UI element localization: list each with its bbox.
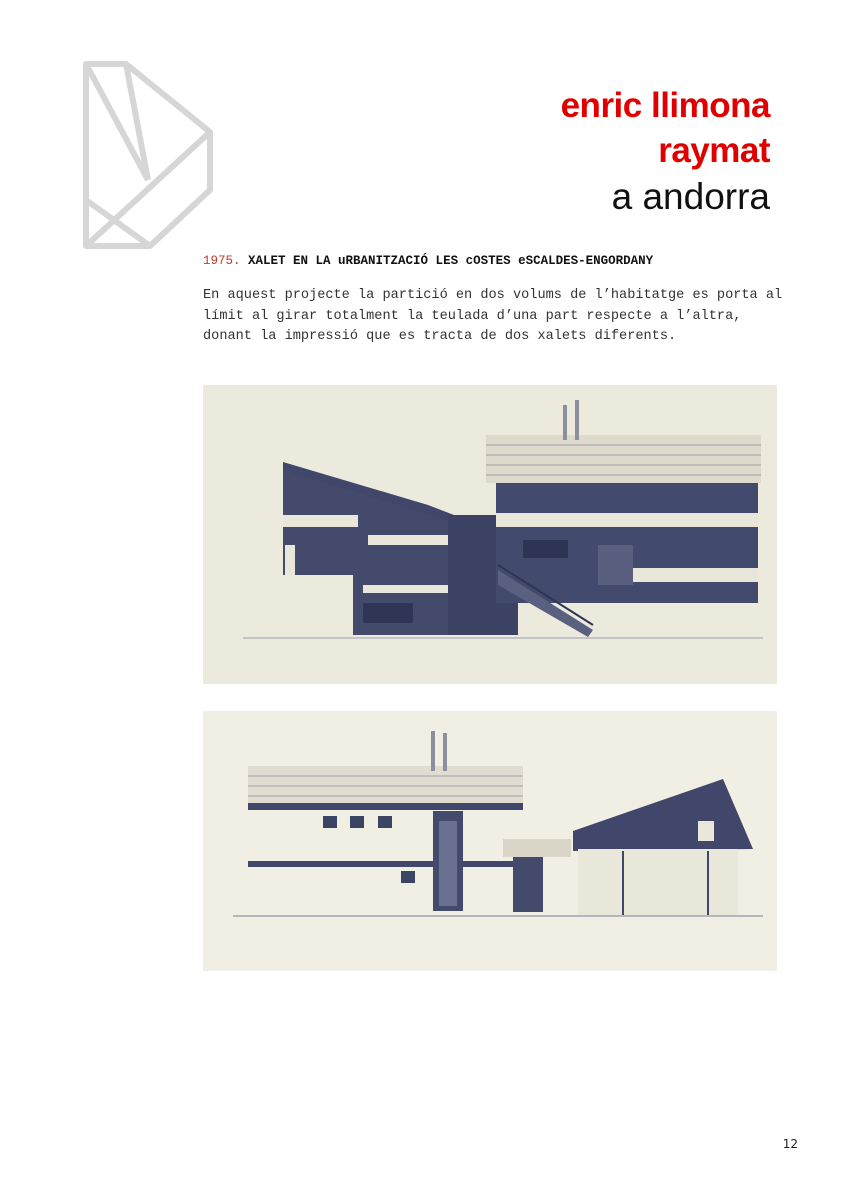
title-line-place: a andorra [611,176,770,217]
section-paragraph: En aquest projecte la partició en dos volums de l’habitatge es porta al límit al girar totalment la teulada d’una part respecte a l’altra, donant la impressió que es tracta de dos xalets diferents. [203,288,783,344]
header-title [561,88,770,215]
page-number: 12 [782,1137,798,1151]
title-line-name: enric llimona [560,86,770,125]
title-line-surname: raymat [658,131,770,170]
logo-mark [82,60,214,250]
elevation-drawing-side [203,711,777,971]
elevation-drawing-front [203,385,777,684]
section-heading [203,254,653,268]
section-title: XALET EN LA uRBANITZACIÓ LES cOSTES eSCALDES-ENGORDANY [248,254,654,268]
section-year: 1975. [203,254,241,268]
